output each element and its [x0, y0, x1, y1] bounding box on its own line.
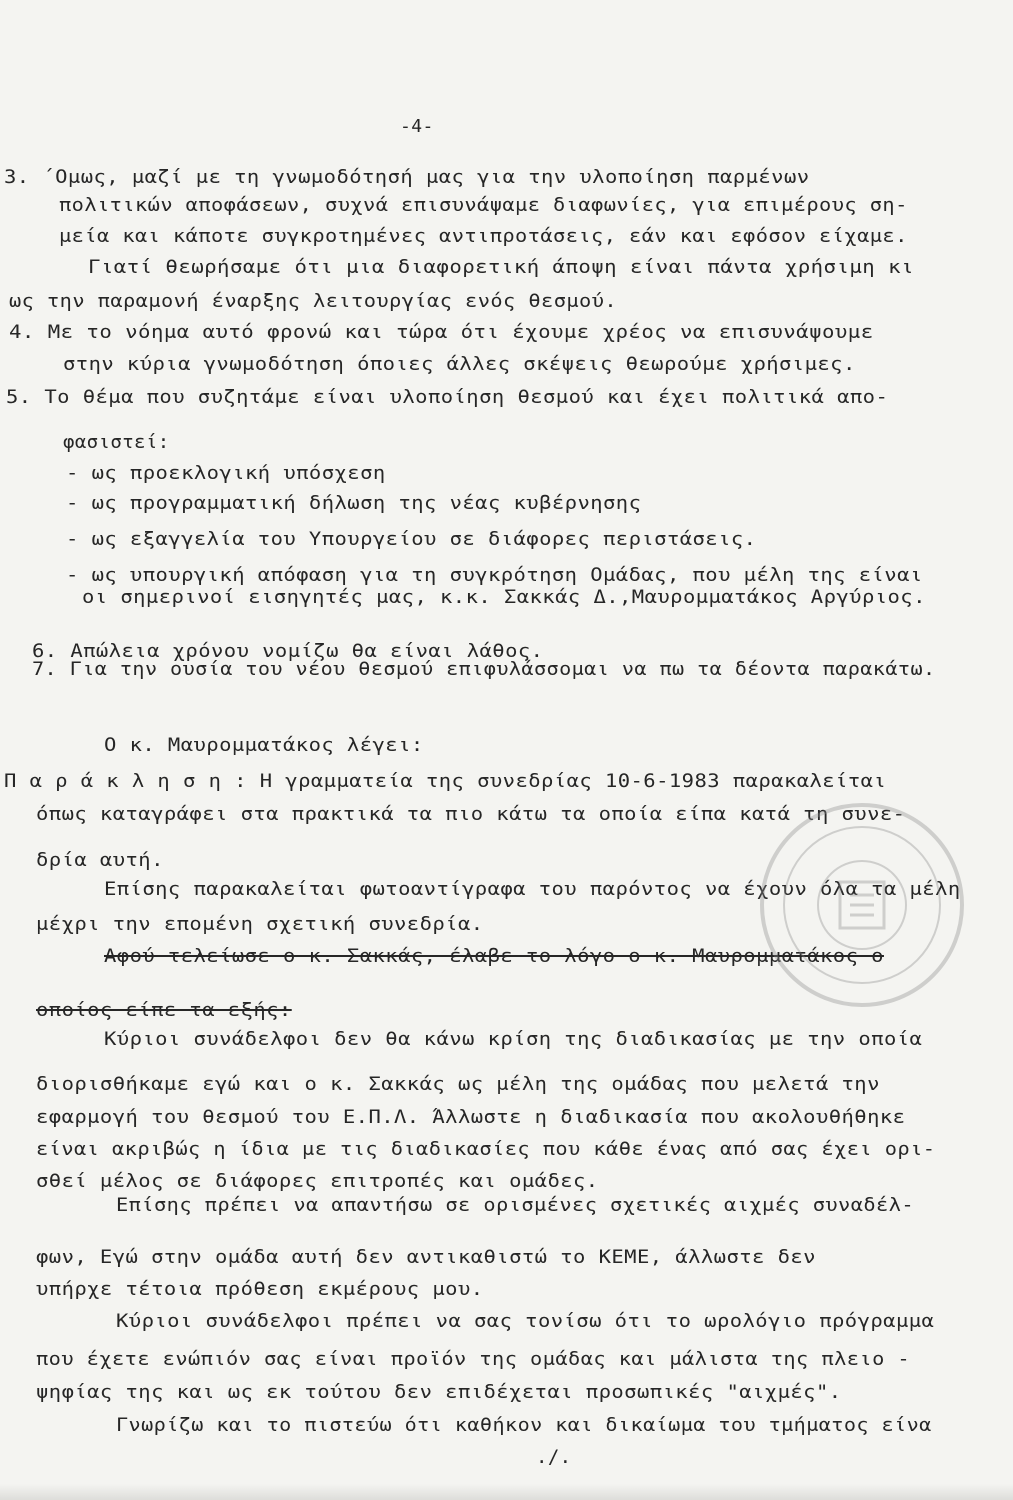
request-line-3: δρία αυτή.: [36, 849, 164, 871]
speaker-line: Ο κ. Μαυρομματάκος λέγει:: [104, 734, 424, 756]
speech-line-12: Γνωρίζω και το πιστεύω ότι καθήκον και δικαίωμα του τμήματος είνα: [116, 1414, 932, 1436]
text-line-16: 7. Για την ουσία του νέου θεσμού επιφυλάσσομαι να πω τα δέοντα παρακάτω.: [32, 658, 936, 680]
struck-line-1: Αφού τελείωσε ο κ. Σακκάς, έλαβε το λόγο ο κ. Μαυρομματάκος ο: [104, 945, 884, 967]
text-line-6: 4. Με το νόημα αυτό φρονώ και τώρα ότι έχουμε χρέος να επισυνάψουμε: [9, 321, 874, 343]
speech-line-6: Επίσης πρέπει να απαντήσω σε ορισμένες σχετικές αιχμές συναδέλ-: [116, 1194, 915, 1216]
list-item-2: - ως προγραμματική δήλωση της νέας κυβέρνησης: [66, 492, 642, 514]
struck-line-2: οποίος είπε τα εξής:: [36, 999, 292, 1021]
text-line-9: φασιστεί:: [63, 431, 170, 453]
page-bottom-edge: [0, 1484, 1013, 1500]
speech-line-11: ψηφίας της και ως εκ τούτου δεν επιδέχεται προσωπικές "αιχμές".: [36, 1381, 842, 1403]
speech-line-7: φων, Εγώ στην ομάδα αυτή δεν αντικαθιστώ το ΚΕΜΕ, άλλωστε δεν: [36, 1246, 816, 1268]
request-line-2: όπως καταγράφει στα πρακτικά τα πιο κάτω τα οποία είπα κατά τη συνε-: [36, 803, 906, 825]
page-number: -4-: [400, 116, 434, 137]
list-item-3: - ως εξαγγελία του Υπουργείου σε διάφορες περιστάσεις.: [66, 528, 757, 550]
text-line-4: Γιατί θεωρήσαμε ότι μια διαφορετική άποψη είναι πάντα χρήσιμη κι: [88, 256, 914, 278]
speech-line-8: υπήρχε τέτοια πρόθεση εκμέρους μου.: [36, 1278, 484, 1300]
speech-line-9: Κύριοι συνάδελφοι πρέπει να σας τονίσω ότι το ωρολόγιο πρόγραμμα: [116, 1310, 935, 1332]
continuation-mark: ./.: [536, 1446, 572, 1468]
text-line-5: ως την παραμονή έναρξης λειτουργίας ενός θεσμού.: [9, 290, 618, 312]
list-item-1: - ως προεκλογική υπόσχεση: [66, 462, 386, 484]
speech-line-3: εφαρμογή του θεσμού του Ε.Π.Λ. Άλλωστε η διαδικασία που ακολουθήθηκε: [36, 1106, 906, 1128]
list-item-4: - ως υπουργική απόφαση για τη συγκρότηση Ομάδας, που μέλη της είναι: [66, 564, 923, 586]
text-line-7: στην κύρια γνωμοδότηση όποιες άλλες σκέψεις θεωρούμε χρήσιμες.: [63, 353, 856, 375]
text-line-2: πολιτικών αποφάσεων, συχνά επισυνάψαμε διαφωνίες, για επιμέρους ση-: [59, 194, 908, 216]
speech-line-10: που έχετε ενώπιόν σας είναι προϊόν της ομάδας και μάλιστα της πλειο -: [36, 1348, 911, 1370]
request-line-4: Επίσης παρακαλείται φωτοαντίγραφα του παρόντος να έχουν όλα τα μέλη: [104, 878, 961, 900]
request-line-1: Π α ρ ά κ λ η σ η : Η γραμματεία της συνεδρίας 10-6-1983 παρακαλείται: [4, 770, 887, 792]
text-line-15: 6. Απώλεια χρόνου νομίζω θα είναι λάθος.: [32, 640, 544, 662]
text-line-8: 5. Το θέμα που συζητάμε είναι υλοποίηση θεσμού και έχει πολιτικά απο-: [6, 386, 889, 408]
speech-line-4: είναι ακριβώς η ίδια με τις διαδικασίες που κάθε ένας από σας έχει ορι-: [36, 1138, 936, 1160]
speech-line-1: Κύριοι συνάδελφοι δεν θα κάνω κρίση της διαδικασίας με την οποία: [104, 1028, 923, 1050]
text-line-3: μεία και κάποτε συγκροτημένες αντιπροτάσεις, εάν και εφόσον είχαμε.: [59, 225, 908, 247]
text-line-1: 3. ΄Ομως, μαζί με τη γνωμοδότησή μας για την υλοποίηση παρμένων: [4, 166, 810, 188]
text-line-14: οι σημερινοί εισηγητές μας, κ.κ. Σακκάς Δ.,Μαυρομματάκος Αργύριος.: [82, 586, 926, 608]
speech-line-5: σθεί μέλος σε διάφορες επιτροπές και ομάδες.: [36, 1170, 599, 1192]
speech-line-2: διορισθήκαμε εγώ και ο κ. Σακκάς ως μέλη της ομάδας που μελετά την: [36, 1073, 880, 1095]
request-line-5: μέχρι την επομένη σχετική συνεδρία.: [36, 913, 484, 935]
official-stamp-icon: [712, 800, 1012, 1010]
